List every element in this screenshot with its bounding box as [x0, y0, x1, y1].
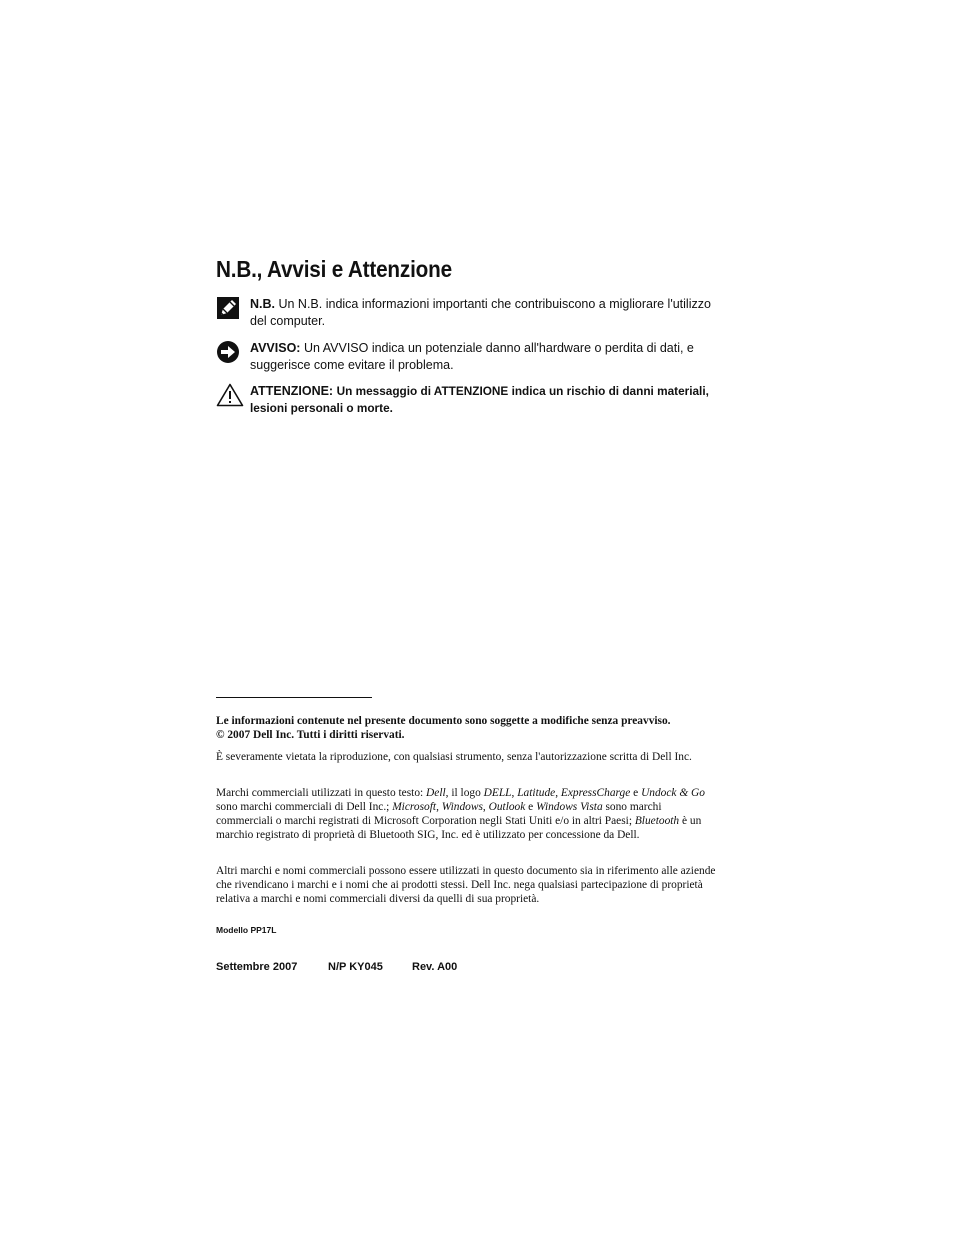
- arrow-circle-icon: [216, 340, 242, 366]
- legal-notice: [216, 714, 716, 742]
- trademarks-text: Marchi commerciali utilizzati in questo testo:: [216, 787, 427, 799]
- trademarks-text: ,: [482, 801, 489, 813]
- caution-label: ATTENZIONE:: [250, 384, 334, 398]
- trademark-dell-logo: DELL: [483, 787, 512, 799]
- trademark-microsoft: Microsoft: [392, 801, 437, 813]
- reproduction-text: È severamente vietata la riproduzione, con qualsiasi strumento, senza l'autorizzazione scritta di Dell Inc.: [216, 751, 692, 763]
- trademarks-text: sono marchi commerciali di Dell Inc.;: [216, 801, 393, 813]
- caution-text: Un messaggio di ATTENZIONE indica un rischio di danni materiali, lesioni personali o morte.: [250, 384, 709, 415]
- note-label: N.B.: [250, 297, 275, 311]
- trademarks-text: ,: [436, 801, 442, 813]
- footer-info: [216, 961, 457, 973]
- trademark-expresscharge: ExpressCharge: [560, 787, 631, 799]
- trademarks-text: ,: [511, 787, 518, 799]
- trademark-bluetooth: Bluetooth: [634, 815, 680, 827]
- pencil-note-icon: [216, 296, 242, 322]
- model-number: Modello PP17L: [216, 925, 277, 935]
- note-text: Un N.B. indica informazioni importanti che contribuiscono a migliorare l'utilizzo del computer.: [250, 297, 711, 328]
- other-trademarks-text: Altri marchi e nomi commerciali possono essere utilizzati in questo documento sia in riferimento alle aziende che rivendicano i marchi e i nomi che ai prodotti stessi. Dell Inc. nega qualsiasi partecipazione di proprietà relativa a marchi e nomi commerciali diversi da quelli di sua proprietà.: [216, 865, 716, 905]
- reproduction-notice: [216, 750, 716, 764]
- trademark-latitude: Latitude: [517, 787, 556, 799]
- copyright-line: © 2007 Dell Inc. Tutti i diritti riservati.: [216, 729, 405, 741]
- footer-revision: Rev. A00: [412, 961, 458, 973]
- trademarks-text: è un marchio registrato di proprietà di Bluetooth SIG, Inc. ed è utilizzato per concessione da Dell.: [216, 815, 702, 841]
- notice-label: AVVISO:: [250, 341, 301, 355]
- trademark-dell: Dell: [426, 787, 446, 799]
- footer-part-number: N/P KY045: [328, 961, 383, 973]
- separator-rule: [216, 697, 372, 698]
- warning-triangle-icon: [216, 383, 242, 409]
- other-trademarks-notice: [216, 864, 716, 906]
- trademarks-text: e: [525, 801, 537, 813]
- trademarks-text: sono marchi commerciali o marchi registrati di Microsoft Corporation negli Stati Uniti e/o in altri Paesi;: [216, 801, 662, 827]
- trademarks-text: ,: [555, 787, 561, 799]
- page-heading: N.B., Avvisi e Attenzione: [216, 256, 452, 282]
- trademarks-text: , il logo: [445, 787, 484, 799]
- trademarks-notice: [216, 786, 716, 842]
- trademark-windows-vista: Windows Vista: [536, 801, 603, 813]
- trademark-windows: Windows: [441, 801, 483, 813]
- trademark-undock: Undock & Go: [641, 787, 705, 799]
- notice-text: Un AVVISO indica un potenziale danno all'hardware o perdita di dati, e suggerisce come evitare il problema.: [250, 341, 694, 372]
- trademarks-text: e: [630, 787, 642, 799]
- footer-date: Settembre 2007: [216, 961, 298, 973]
- trademark-outlook: Outlook: [488, 801, 526, 813]
- legal-line-1: Le informazioni contenute nel presente documento sono soggette a modifiche senza preavviso.: [216, 715, 671, 727]
